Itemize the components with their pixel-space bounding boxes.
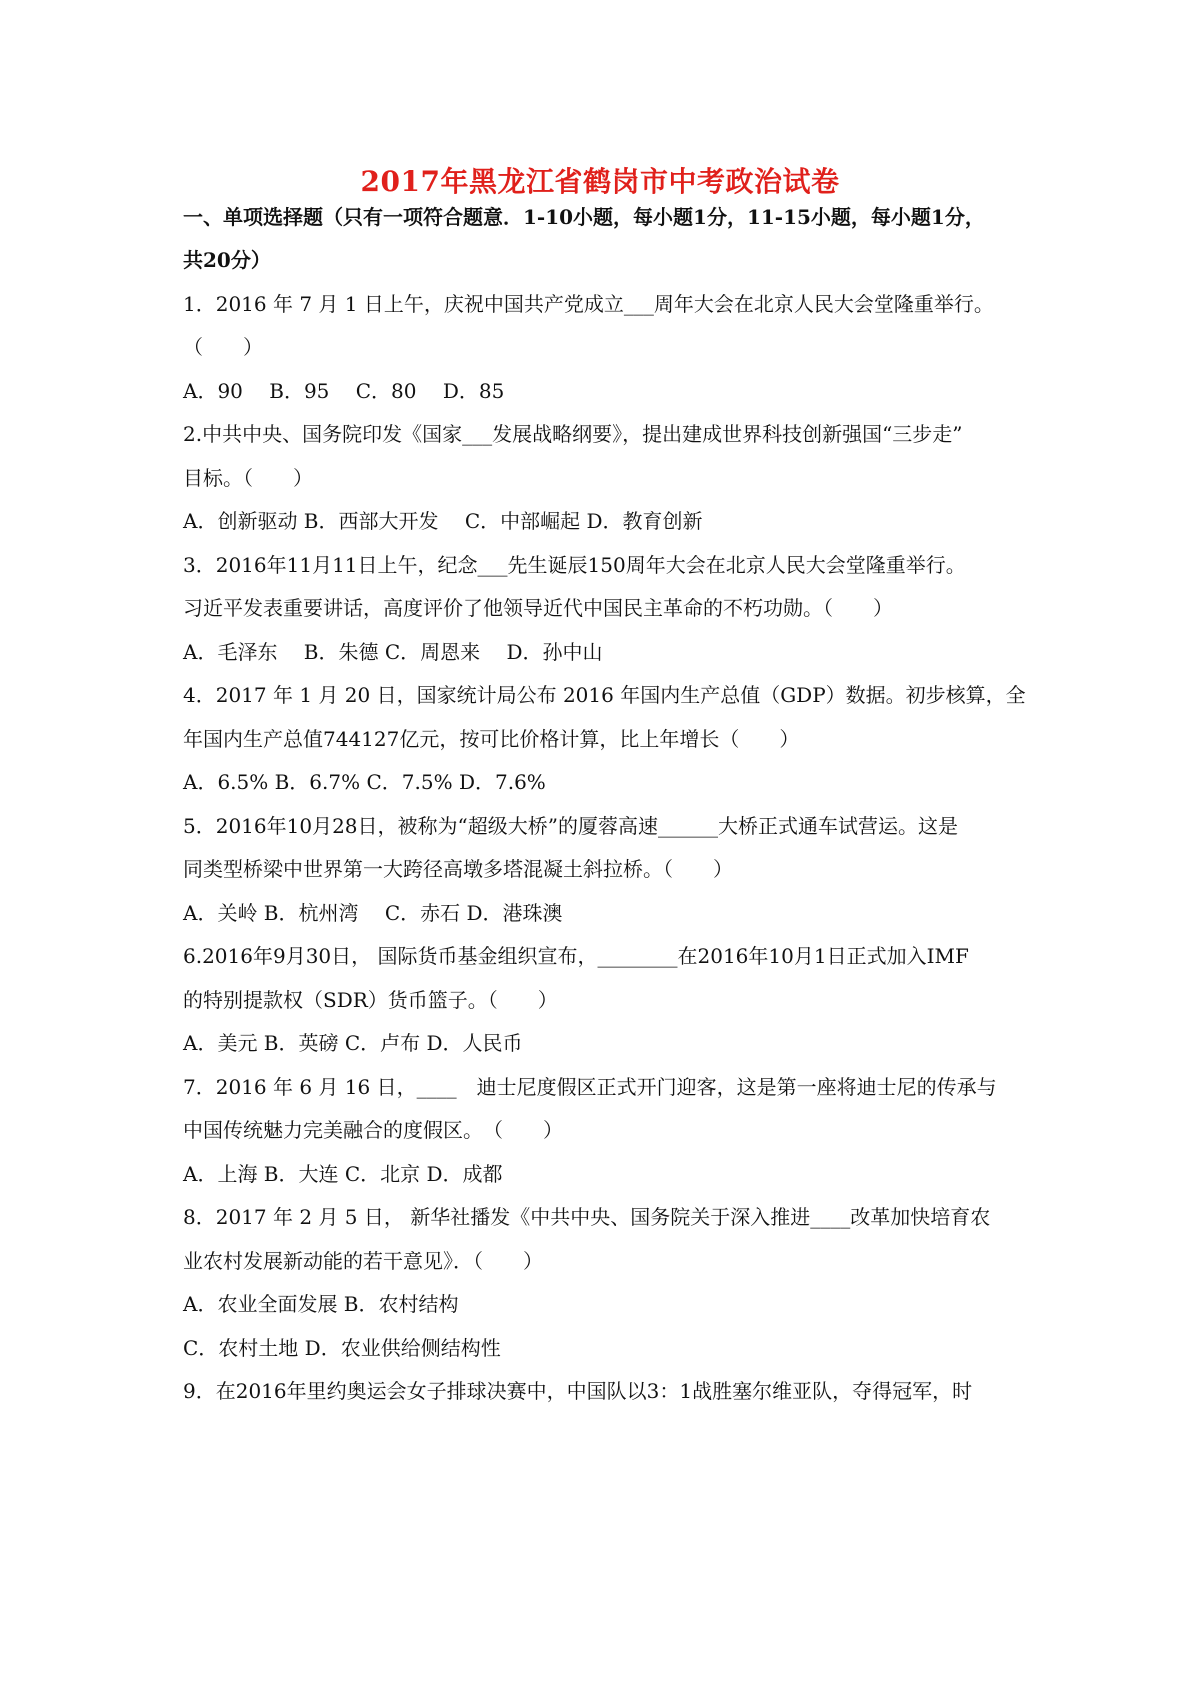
question-6-stem-line-2: 的特别提款权（SDR）货币篮子。（ ） [183,988,558,1012]
question-5-stem-line-1: 5．2016年10月28日，被称为“超级大桥”的厦蓉高速______大桥正式通车试营运。这是 [183,814,958,838]
question-4-stem-line-1: 4．2017 年 1 月 20 日，国家统计局公布 2016 年国内生产总值（GDP）数据。初步核算，全 [183,683,1026,707]
question-8-options-line-1: A．农业全面发展 B．农村结构 [183,1292,459,1316]
question-3-options: A．毛泽东 B．朱德 C．周恩来 D．孙中山 [183,640,603,664]
question-7-stem-line-1: 7．2016 年 6 月 16 日，____ 迪士尼度假区正式开门迎客，这是第一座将迪士尼的传承与 [183,1075,997,1099]
question-6-options: A．美元 B．英磅 C．卢布 D．人民币 [183,1031,523,1055]
question-8-stem-line-1: 8．2017 年 2 月 5 日， 新华社播发《中共中央、国务院关于深入推进____改革加快培育农 [183,1205,991,1229]
question-7-stem-line-2: 中国传统魅力完美融合的度假区。 （ ） [183,1118,563,1142]
question-7-options: A．上海 B．大连 C．北京 D．成都 [183,1162,503,1186]
question-2-stem-line-1: 2.中共中央、国务院印发《国家___发展战略纲要》，提出建成世界科技创新强国“三步走” [183,422,963,446]
question-8-stem-line-2: 业农村发展新动能的若干意见》．（ ） [183,1249,543,1273]
question-4-stem-line-2: 年国内生产总值744127亿元，按可比价格计算，比上年增长（ ） [183,727,800,751]
question-5-stem-line-2: 同类型桥梁中世界第一大跨径高墩多塔混凝土斜拉桥。（ ） [183,857,733,881]
question-1-options: A．90 B．95 C．80 D．85 [183,379,505,403]
question-3-stem-line-2: 习近平发表重要讲话，高度评价了他领导近代中国民主革命的不朽功勋。（ ） [183,596,893,620]
question-2-stem-line-2: 目标。（ ） [183,466,313,490]
question-1-stem-line-1: 1．2016 年 7 月 1 日上午，庆祝中国共产党成立___周年大会在北京人民大会堂隆重举行。 [183,292,994,316]
section-header-line-2: 共20分） [183,248,271,272]
question-5-options: A．关岭 B．杭州湾 C．赤石 D．港珠澳 [183,901,563,925]
question-6-stem-line-1: 6.2016年9月30日， 国际货币基金组织宣布，________在2016年10月1日正式加入IMF [183,944,969,968]
question-4-options: A．6.5% B．6.7% C．7.5% D．7.6% [183,770,546,794]
question-2-options: A．创新驱动 B．西部大开发 C．中部崛起 D．教育创新 [183,509,703,533]
section-header-line-1: 一、单项选择题（只有一项符合题意．1-10小题，每小题1分，11-15小题，每小题1分， [183,205,985,229]
question-3-stem-line-1: 3．2016年11月11日上午，纪念___先生诞辰150周年大会在北京人民大会堂隆重举行。 [183,553,966,577]
question-9-stem-line-1: 9．在2016年里约奥运会女子排球决赛中，中国队以3：1战胜塞尔维亚队，夺得冠军，时 [183,1379,973,1403]
question-8-options-line-2: C．农村土地 D．农业供给侧结构性 [183,1336,501,1360]
page-title: 2017年黑龙江省鹤岗市中考政治试卷 [360,165,840,198]
question-1-stem-line-2: （ ） [183,335,263,359]
